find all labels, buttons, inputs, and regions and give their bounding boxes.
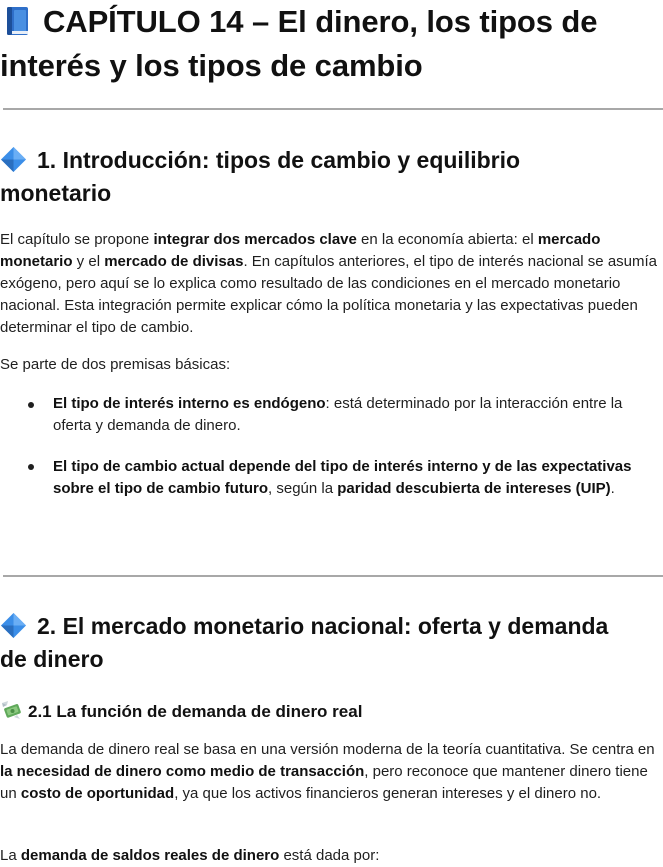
bold-text: mercado de divisas: [104, 253, 244, 270]
text-run: está dada por:: [279, 847, 380, 864]
blue-book-icon: [6, 6, 29, 36]
bold-text: mercado monetario: [0, 231, 601, 270]
text-run: : está determinado por la interacción entre la oferta y demanda de dinero.: [53, 395, 623, 434]
text-run: .: [610, 480, 615, 497]
text-run: y el: [72, 253, 105, 270]
section-heading-1: [0, 144, 663, 210]
chapter-title-line2: interés y los tipos de cambio: [0, 48, 423, 83]
money-with-wings-icon: [0, 699, 22, 721]
text-run: El capítulo se propone: [0, 231, 154, 248]
paragraph: [0, 229, 663, 339]
chapter-title: [0, 0, 663, 88]
section-heading-2: [0, 610, 663, 676]
blue-diamond-icon: [0, 612, 27, 639]
bold-text: integrar dos mercados clave: [153, 231, 357, 248]
subsection-heading-text: 2.1 La función de demanda de dinero real: [28, 702, 363, 721]
bold-text: El tipo de cambio actual depende del tipo de interés interno y de las expectativas sobre el tipo de cambio futuro: [53, 458, 632, 497]
list-item: [53, 456, 658, 500]
text-run: , según la: [268, 480, 338, 497]
bold-text: demanda de saldos reales de dinero: [20, 847, 280, 864]
subsection-heading: [0, 699, 663, 724]
horizontal-rule: [3, 108, 663, 110]
bold-text: costo de oportunidad: [20, 785, 175, 802]
text-run: . En capítulos anteriores, el tipo de interés nacional se asumía exógeno, pero aquí se lo explica como resultado de las condiciones en el mercado monetario nacional. Esta integración permite explicar cómo la política monetaria y las expectativas pueden determinar el tipo de cambio.: [0, 253, 658, 336]
text-run: La demanda de dinero real se basa en una versión moderna de la teoría cuantitativa. Se centra en: [0, 741, 655, 758]
bold-text: El tipo de interés interno es endógeno: [53, 395, 326, 412]
bullet-dot: [28, 464, 34, 470]
text-run: , pero reconoce que mantener dinero tiene un: [0, 763, 648, 802]
text-run: en la economía abierta: el: [356, 231, 538, 248]
text-run: La: [0, 847, 21, 864]
section-heading-2-line1: 2. El mercado monetario nacional: oferta y demanda: [37, 613, 609, 639]
section-heading-1-line2: monetario: [0, 180, 112, 206]
text-run: , ya que los activos financieros generan intereses y el dinero no.: [174, 785, 602, 802]
chapter-title-line1: CAPÍTULO 14 – El dinero, los tipos de: [43, 4, 598, 39]
paragraph: Se parte de dos premisas básicas:: [0, 356, 231, 373]
section-heading-1-line1: 1. Introducción: tipos de cambio y equilibrio: [37, 147, 521, 173]
paragraph: [0, 739, 663, 805]
horizontal-rule: [3, 575, 663, 577]
bold-text: paridad descubierta de intereses (UIP): [337, 480, 611, 497]
list-item: [53, 393, 658, 437]
bold-text: la necesidad de dinero como medio de transacción: [0, 763, 365, 780]
section-heading-2-line2: de dinero: [0, 646, 104, 672]
bullet-dot: [28, 402, 34, 408]
blue-diamond-icon: [0, 146, 27, 173]
